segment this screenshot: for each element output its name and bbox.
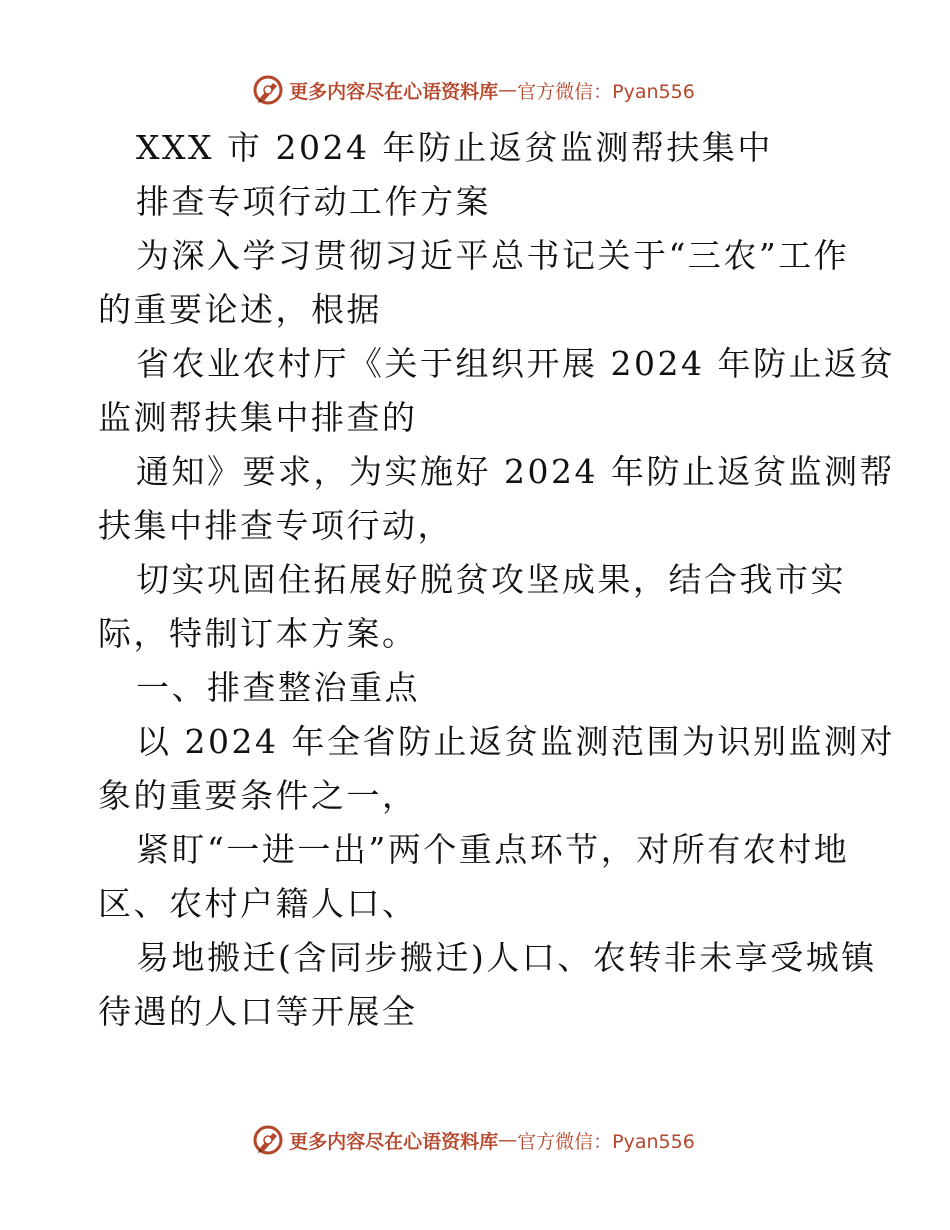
watermark-group bbox=[251, 73, 695, 107]
watermark-separator: — bbox=[498, 79, 518, 101]
document-line: 的重要论述，根据 bbox=[98, 290, 382, 329]
document-line: 切实巩固住拓展好脱贫攻坚成果，结合我市实 bbox=[136, 560, 846, 599]
document-line: 监测帮扶集中排查的 bbox=[98, 398, 418, 437]
document-line: 待遇的人口等开展全 bbox=[98, 992, 418, 1031]
document-line: 以 2024 年全省防止返贫监测范围为识别监测对 bbox=[136, 722, 895, 761]
document-line: 扶集中排查专项行动， bbox=[98, 506, 453, 545]
document-line: 易地搬迁(含同步搬迁)人口、农转非未享受城镇 bbox=[136, 938, 877, 977]
document-line: 省农业农村厅《关于组织开展 2024 年防止返贫 bbox=[136, 344, 895, 383]
document-line: 象的重要条件之一， bbox=[98, 776, 418, 815]
watermark-wechat-text: 官方微信：Pyan556 bbox=[517, 80, 695, 103]
watermark-wechat-text: 官方微信：Pyan556 bbox=[517, 1130, 695, 1153]
watermark-main-text: 更多内容尽在心语资料库 bbox=[289, 80, 499, 103]
document-line: 际，特制订本方案。 bbox=[98, 614, 418, 653]
document-line: XXX 市 2024 年防止返贫监测帮扶集中 bbox=[136, 128, 773, 167]
document-body bbox=[98, 121, 895, 1039]
document-line: 通知》要求，为实施好 2024 年防止返贫监测帮 bbox=[136, 452, 895, 491]
document-line: 排查专项行动工作方案 bbox=[136, 182, 491, 221]
pen-logo-icon bbox=[251, 73, 285, 107]
section-heading: 一、排查整治重点 bbox=[136, 668, 420, 707]
watermark-group bbox=[251, 1123, 695, 1157]
document-line: 紧盯“一进一出”两个重点环节，对所有农村地 bbox=[136, 830, 850, 869]
pen-logo-icon bbox=[251, 1123, 285, 1157]
footer-watermark bbox=[0, 1120, 950, 1160]
document-line: 为深入学习贯彻习近平总书记关于“三农”工作 bbox=[136, 236, 850, 275]
watermark-separator: — bbox=[498, 1129, 518, 1151]
document-line: 区、农村户籍人口、 bbox=[98, 884, 418, 923]
watermark-main-text: 更多内容尽在心语资料库 bbox=[289, 1130, 499, 1153]
header-watermark bbox=[0, 70, 950, 110]
